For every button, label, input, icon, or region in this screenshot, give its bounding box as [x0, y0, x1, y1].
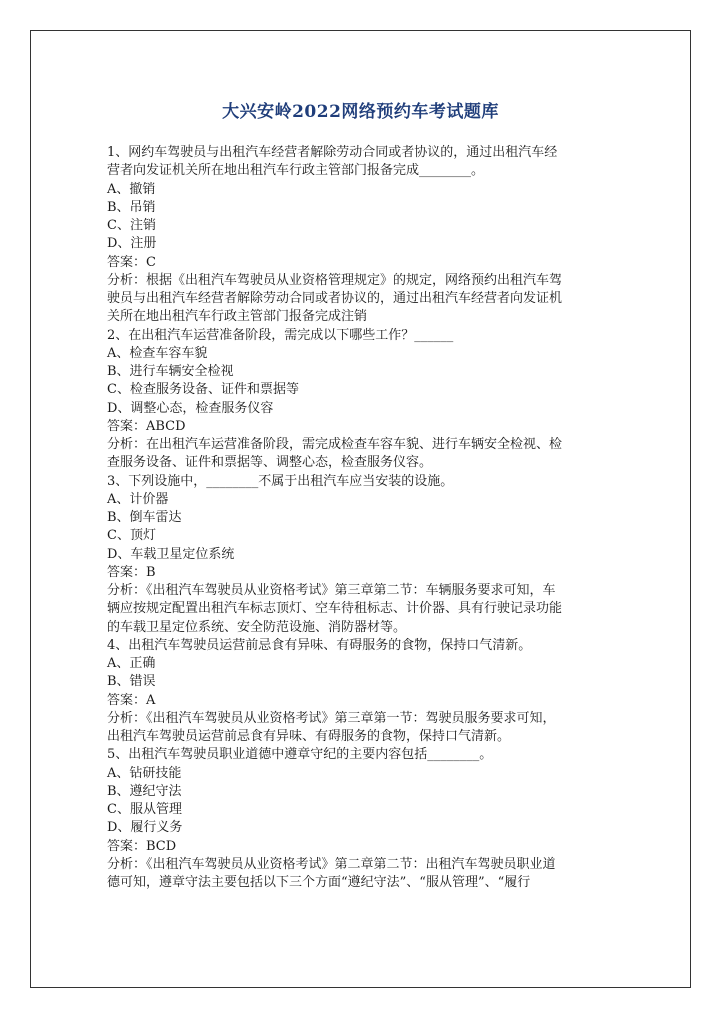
q4-option-a: A、正确 — [107, 656, 156, 671]
q2-option-c: C、检查服务设备、证件和票据等 — [107, 382, 299, 398]
page-frame — [30, 30, 691, 988]
q1-stem-line-1: 1、网约车驾驶员与出租汽车经营者解除劳动合同或者协议的，通过出租汽车经 — [107, 145, 558, 160]
document-title: 大兴安岭2022网络预约车考试题库 — [222, 102, 499, 122]
q1-analysis-line-2: 驶员与出租汽车经营者解除劳动合同或者协议的，通过出租汽车经营者向发证机 — [107, 291, 563, 306]
q3-option-c: C、顶灯 — [107, 528, 156, 544]
q3-analysis-line-1: 分析：《出租汽车驾驶员从业资格考试》第三章第二节：车辆服务要求可知，车 — [107, 583, 556, 598]
q5-answer: 答案：BCD — [107, 838, 177, 854]
q1-option-d: D、注册 — [107, 236, 157, 252]
q1-option-b: B、吊销 — [107, 199, 156, 215]
q2-option-d: D、调整心态，检查服务仪容 — [107, 400, 274, 416]
q1-analysis-line-1: 分析：根据《出租汽车驾驶员从业资格管理规定》的规定，网络预约出租汽车驾 — [107, 272, 563, 288]
q5-analysis-line-1: 分析：《出租汽车驾驶员从业资格考试》第二章第二节：出租汽车驾驶员职业道 — [107, 856, 556, 872]
q2-analysis-line-2: 查服务设备、证件和票据等、调整心态，检查服务仪容。 — [107, 455, 433, 471]
q3-option-d: D、车载卫星定位系统 — [107, 546, 235, 562]
q4-option-b: B、错误 — [107, 674, 156, 690]
q2-stem: 2、在出租汽车运营准备阶段，需完成以下哪些工作？______ — [107, 327, 454, 343]
q2-answer: 答案：ABCD — [107, 418, 186, 434]
q1-answer: 答案：C — [107, 254, 156, 270]
q1-option-c: C、注销 — [107, 218, 156, 233]
q2-option-b: B、进行车辆安全检视 — [107, 364, 234, 379]
q3-option-a: A、计价器 — [107, 491, 169, 507]
q5-stem: 5、出租汽车驾驶员职业道德中遵章守纪的主要内容包括________。 — [107, 747, 493, 763]
q4-stem: 4、出租汽车驾驶员运营前忌食有异味、有碍服务的食物，保持口气清新。 — [107, 637, 532, 653]
q2-analysis-line-1: 分析：在出租汽车运营准备阶段，需完成检查车容车貌、进行车辆安全检视、检 — [107, 437, 563, 452]
q3-analysis-line-3: 的车载卫星定位系统、安全防范设施、消防器材等。 — [107, 619, 407, 635]
document-body — [107, 144, 617, 892]
q1-option-a: A、撤销 — [107, 181, 156, 197]
q5-option-c: C、服从管理 — [107, 802, 182, 817]
q3-option-b: B、倒车雷达 — [107, 510, 182, 525]
q4-analysis-line-2: 出租汽车驾驶员运营前忌食有异味、有碍服务的食物，保持口气清新。 — [107, 729, 511, 744]
q5-analysis-line-2: 德可知，遵章守法主要包括以下三个方面“遵纪守法”、“服从管理”、“履行 — [107, 875, 531, 890]
q1-analysis-line-3: 关所在地出租汽车行政主管部门报备完成注销 — [107, 309, 368, 325]
q4-answer: 答案：A — [107, 692, 156, 708]
q5-option-a: A、钻研技能 — [107, 765, 182, 781]
q2-option-a: A、检查车容车貌 — [107, 345, 208, 361]
q5-option-b: B、遵纪守法 — [107, 783, 182, 799]
q3-analysis-line-2: 辆应按规定配置出租汽车标志顶灯、空车待租标志、计价器、具有行驶记录功能 — [107, 601, 563, 617]
q1-stem-line-2: 营者向发证机关所在地出租汽车行政主管部门报备完成________。 — [107, 163, 485, 179]
q4-analysis-line-1: 分析：《出租汽车驾驶员从业资格考试》第三章第一节：驾驶员服务要求可知， — [107, 710, 556, 726]
q3-answer: 答案：B — [107, 564, 156, 580]
q3-stem: 3、下列设施中，________不属于出租汽车应当安装的设施。 — [107, 473, 454, 489]
q5-option-d: D、履行义务 — [107, 820, 183, 836]
